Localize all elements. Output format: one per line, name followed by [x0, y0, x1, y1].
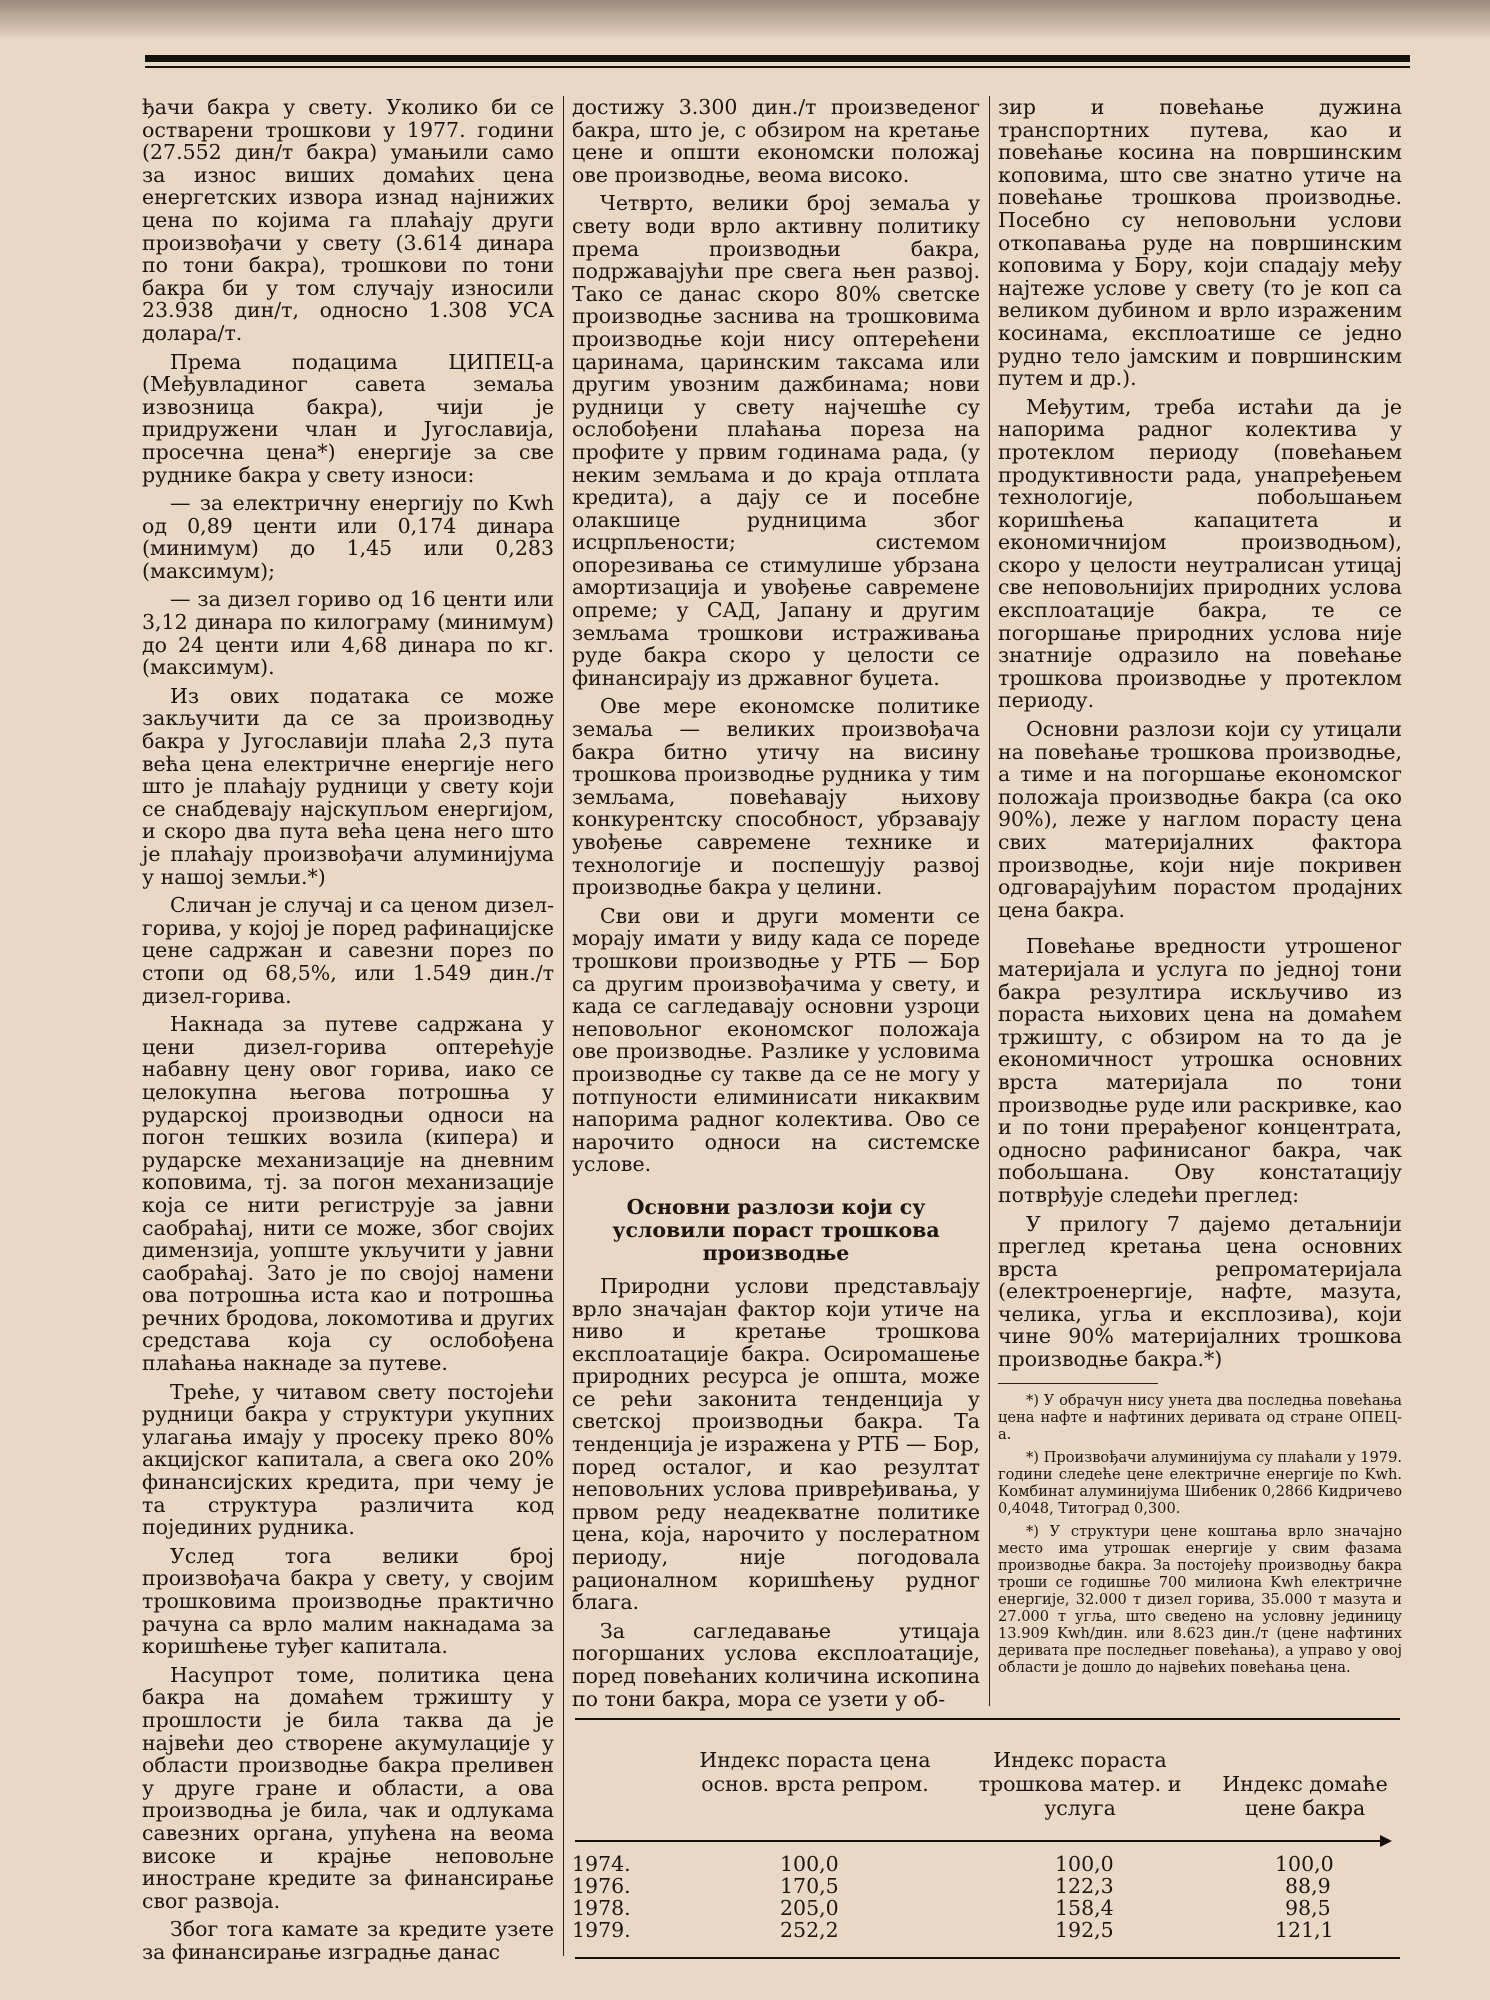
table-cell-repro: 252,2 [780, 1918, 839, 1942]
footnote: *) У обрачун нису унета два последња повећања цена нафте и нафтиних деривата од стране ОПЕЦ-а. [998, 1391, 1402, 1443]
paragraph: — за електричну енергију по Kwh од 0,89 центи или 0,174 динара (минимум) до 1,45 или 0,283 (максимум); [142, 491, 554, 583]
paragraph: Основни разлози који су утицали на повећање трошкова производње, а тиме и на погоршање економског положаја производње бакра (са око 90%), леже у наглом порасту цена свих материјалних фактора производње, који није покривен одговарајућим порастом продајних цена бакра. [998, 717, 1402, 922]
table-cell-repro: 100,0 [780, 1852, 839, 1876]
table-cell-copper: 88,9 [1285, 1874, 1331, 1898]
table-cell-materials: 122,3 [1055, 1874, 1114, 1898]
table-cell-materials: 100,0 [1055, 1852, 1114, 1876]
paragraph: Природни услови представљају врло значајан фактор који утиче на ниво и кретање трошкова експлоатације бакра. Осиромашење природних ресурса је општа, може се рећи законита тенденција у светској производњи бакра. Та тенденција је изражена у РТБ — Бор, поред осталог, и као резултат неповољних услова привређивања, у првом реду неадекватне политике цена, која, нарочито у послератном периоду, није погодовала рационалном коришћењу рудног блага. [572, 1273, 980, 1615]
footnote-rule [998, 1383, 1158, 1384]
column-1 [142, 96, 554, 1970]
section-heading: Основни разлози који су условили пораст трошкова производње [612, 1194, 940, 1265]
table-cell-repro: 170,5 [780, 1874, 839, 1898]
paragraph: Због тога камате за кредите узете за финансирање изградње данас [142, 1917, 554, 1964]
paragraph: Међутим, треба истаћи да је напорима радног колектива у протеклом периоду (повећањем продуктивности рада, унапређењем технологије, побољшањем коришћења капацитета и економичнијом производњом), скоро у целости неутралисан утицај све неповољнијих природних услова експлоатације бакра, те се погоршање природних услова није знатније одразило на повећање трошкова производње у протеклом периоду. [998, 394, 1402, 713]
paragraph: Сличан је случај и са ценом дизел-горива, у којој је поред рафинацијске цене садржан и савезни порез по стопи од 68,5%, или 1.549 дин./т дизел-горива. [142, 893, 554, 1008]
paragraph: Према подацима ЦИПЕЦ-а (Међувладиног савета земаља извозница бакра), чији је придружени члан и Југославија, просечна цена*) енергије за све руднике бакра у свету износи: [142, 349, 554, 487]
column-divider [563, 96, 564, 1956]
paragraph: Треће, у читавом свету постојећи рудници бакра у структури укупних улагања имају у просеку преко 80% акцијског капитала, а свега око 20% финансијских кредита, при чему је та структура различита код појединих рудника. [142, 1379, 554, 1540]
paragraph: зир и повећање дужина транспортних путева, као и повећање косина на површинским коповима, што све знатно утиче на повећање трошкова производње. Посебно су неповољни услови откопавања руде на површинским коповима у Бору, који спадају међу најтеже услове у свету (то је коп са великом дубином и врло израженим косинама, експлоатише се једно рудно тело јамским и површинским путем и др.). [998, 95, 1402, 391]
column-2 [572, 96, 980, 1716]
table-cell-year: 1976. [572, 1874, 631, 1898]
column-3 [998, 96, 1402, 1682]
paragraph: У прилогу 7 дајемо детаљнији преглед кретања цена основних врста репроматеријала (електроенергије, нафте, мазута, челика, угља и експлозива), који чине 90% материјалних трошкова производње бакра.*) [998, 1211, 1402, 1372]
paragraph: Четврто, велики број земаља у свету води врло активну политику према производњи бакра, подржавајући пре свега њен развој. Тако се данас скоро 80% светске производње заснива на трошковима производње који нису оптерећени царинама, царинским таксама или другим увозним дажбинама; нови рудници у свету најчешће су ослобођени плаћања пореза на профите у првим годинама рада, (у неким земљама и до краја отплата кредита), а дају се и посебне олакшице рудницима због исцрпљености; системом опорезивања се стимулише убрзана амортизација и увођење савремене опреме; у САД, Јапану и другим земљама трошкови истраживања руде бакра скоро у целости се финансирају из државног буџета. [572, 191, 980, 690]
header-rule-thin [145, 66, 1410, 68]
paragraph: За сагледавање утицаја погоршаних услова експлоатације, поред повећаних количина ископина по тони бакра, мора се узети у об- [572, 1618, 980, 1711]
table-cell-year: 1979. [572, 1918, 631, 1942]
table-header-rule [575, 1840, 1390, 1842]
table-cell-materials: 192,5 [1055, 1918, 1114, 1942]
table-bottom-rule [575, 1957, 1400, 1959]
table-row [0, 1853, 1490, 1875]
table-header-materials-index: Индекс пораста трошкова матер. и услуга [978, 1748, 1182, 1820]
table-header-repro-index: Индекс пораста цена основ. врста репром. [699, 1748, 931, 1796]
paragraph: Сви ови и други моменти се морају имати у виду када се пореде трошкови производње у РТБ — Бор са другим произвођачима у свету, и када се сагледавају основни узроци неповољног економског положаја ове производње. Разлике у условима производње су такве да се не могу у потпуности елиминисати никаквим напорима радног колектива. Ово се нарочито односи на системске услове. [572, 903, 980, 1177]
header-rule-thick [145, 55, 1410, 62]
rule-end-mark [1380, 1835, 1392, 1847]
table-row [0, 1919, 1490, 1941]
table-header-copper-price-index: Индекс домаће цене бакра [1222, 1772, 1388, 1820]
paragraph: Из ових података се може закључити да се за производњу бакра у Југославији плаћа 2,3 пута већа цена електричне енергије него што је плаћају рудници у свету који се снабдевају најскупљом енергијом, и скоро два пута већа цена него што је плаћају произвођачи алуминијума у нашој земљи.*) [142, 683, 554, 889]
table-cell-repro: 205,0 [780, 1896, 839, 1920]
paragraph: Насупрот томе, политика цена бакра на домаћем тржишту у прошлости је била таква да је највећи део створене акумулације у области производње бакра преливен у друге гране и области, а ова производња је била, чак и одлукама савезних органа, упућена на веома високе и крајње неповољне иностране кредите за финансирање свог развоја. [142, 1662, 554, 1913]
paragraph: ђачи бакра у свету. Уколико би се остварени трошкови у 1977. години (27.552 дин/т бакра) умањили само за износ виших домаћих цена енергетских извора изнад најнижих цена по којима га плаћају други произвођачи у свету (3.614 динара по тони бакра), трошкови по тони бакра би у том случају износили 23.938 дин/т, односно 1.308 УСА долара/т. [142, 95, 554, 345]
paragraph: Услед тога велики број произвођача бакра у свету, у својим трошковима производње практично рачуна са врло малим накнадама за коришћење туђег капитала. [142, 1543, 554, 1659]
table-cell-copper: 100,0 [1275, 1852, 1334, 1876]
table-cell-year: 1978. [572, 1896, 631, 1920]
table-cell-year: 1974. [572, 1852, 631, 1876]
paragraph: достижу 3.300 дин./т произведеног бакра, што је, с обзиром на кретање цене и општи економски положај ове производње, веома високо. [572, 95, 980, 187]
paragraph: Повећање вредности утрошеног материјала и услуга по једној тони бакра резултира искључиво из пораста њихових цена на домаћем тржишту, с обзиром на то да је економичност утрошка основних врста материјала по тони производње руде или раскривке, као и по тони прерађеног концентрата, односно рафинисаног бакра, чак побољшана. Ову констатацију потврђује следећи преглед: [998, 934, 1402, 1207]
paragraph: — за дизел гориво од 16 центи или 3,12 динара по килограму (минимум) до 24 центи или 4,68 динара по кг. (максимум). [142, 587, 554, 680]
paragraph: Ове мере економске политике земаља — великих произвођача бакра битно утичу на висину трошкова производње рудника у тим земљама, повећавају њихову конкурентску способност, убрзавају увођење савремене технике и технологије и поспешују развој производње бакра у целини. [572, 694, 980, 900]
table-row [0, 1897, 1490, 1919]
table-row [0, 1875, 1490, 1897]
table-cell-copper: 121,1 [1275, 1918, 1334, 1942]
page-top-shadow [0, 0, 1490, 40]
table-top-rule [575, 1718, 1400, 1720]
footnote: *) Произвођачи алуминијума су плаћали у 1979. години следеће цене електричне енергије по Kwh. Комбинат алуминијума Шибеник 0,2866 Кидричево 0,4048, Титоград 0,300. [998, 1448, 1402, 1517]
footnote: *) У структури цене коштања врло значајно место има утрошак енергије у свим фазама производње бакра. За постојећу производњу бакра троши се годишње 700 милиона Kwh електричне енергије, 32.000 т дизел горива, 35.000 т мазута и 27.000 т угља, што сведено на условну јединицу 13.909 Kwh/дин. или 8.623 дин./т (цене нафтиних деривата пре последњег повећања), а управо у овој области је дошло до највећих повећања цена. [998, 1522, 1402, 1676]
table-cell-copper: 98,5 [1285, 1896, 1331, 1920]
column-divider [989, 96, 990, 1706]
paragraph: Накнада за путеве садржана у цени дизел-горива оптерећује набавну цену овог горива, иако се целокупна његова потрошња у рударској производњи односи на погон тешких возила (кипера) и рударске механизације на дневним коповима, тј. за погон механизације која се нити региструје за јавни саобраћај, нити се може, због својих димензија, уопште укључити у јавни саобраћај. Зато је по својој намени ова потрошња иста као и потрошња речних бродова, локомотива и других средстава која су ослобођена плаћања накнаде за путеве. [142, 1012, 554, 1376]
table-cell-materials: 158,4 [1055, 1896, 1114, 1920]
